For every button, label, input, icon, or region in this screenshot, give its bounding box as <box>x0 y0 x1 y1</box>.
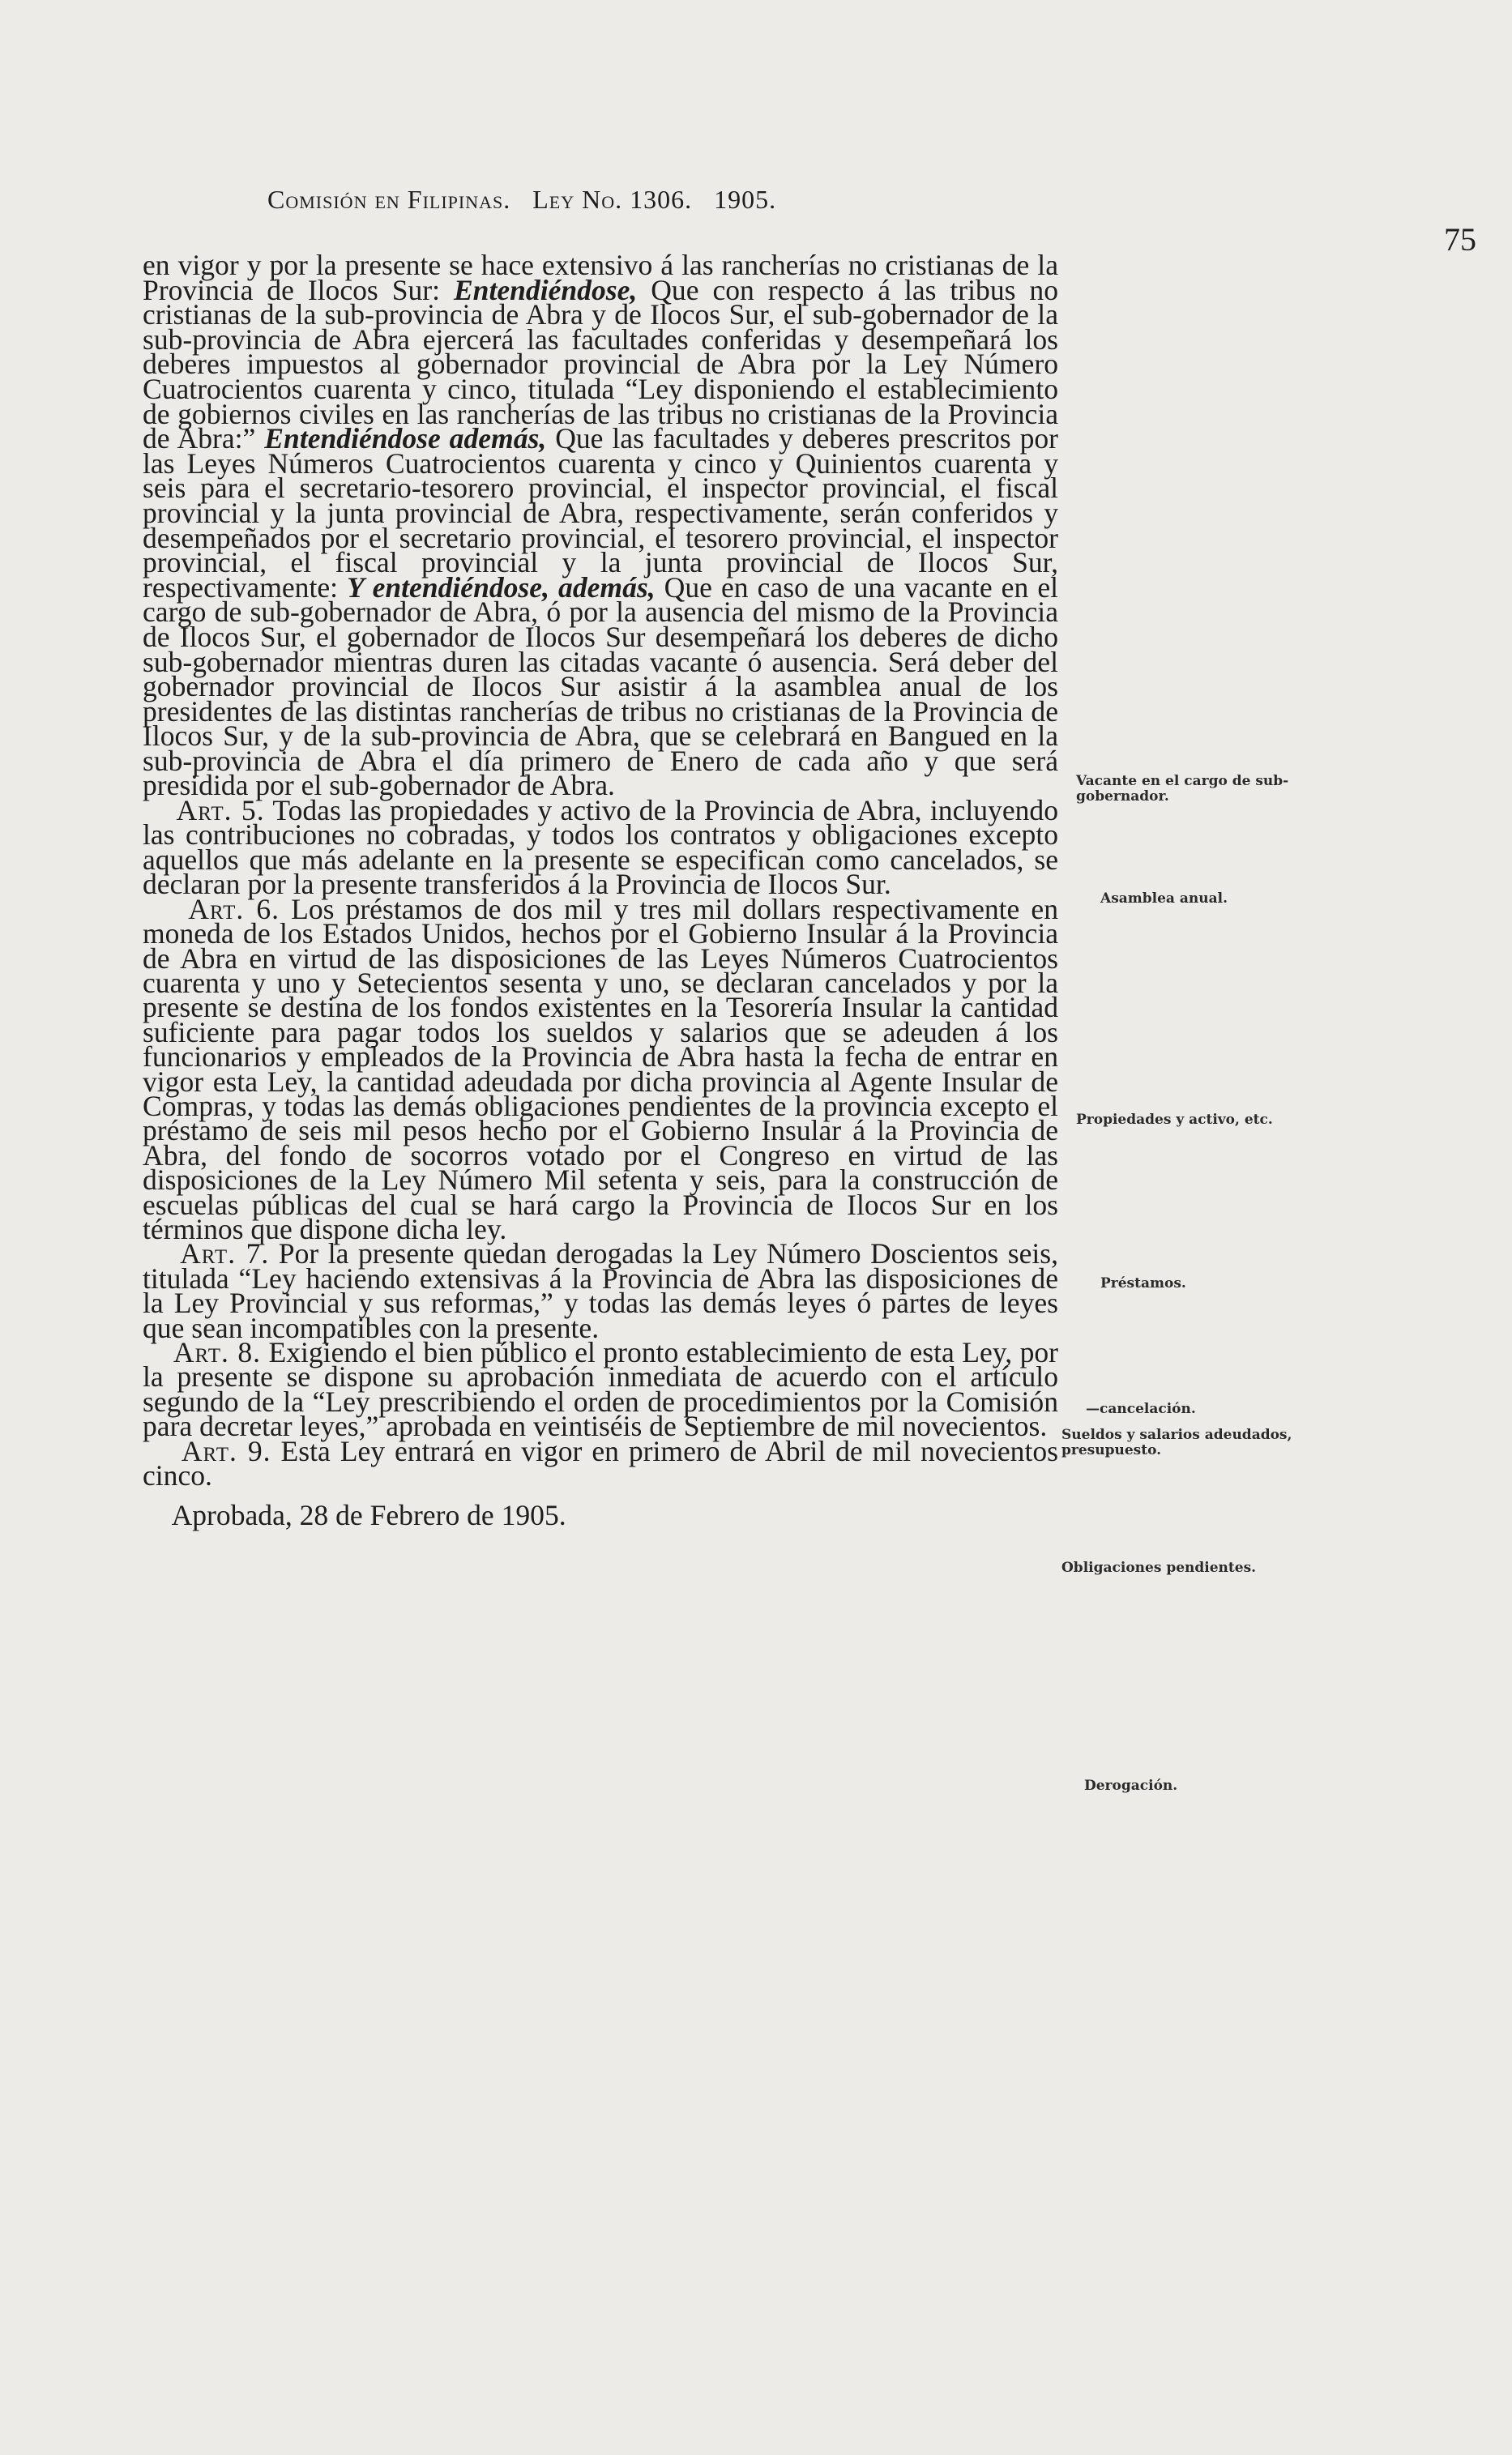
emphasis-text: Y entendiéndose, además, <box>347 570 656 604</box>
article-6 <box>143 892 1058 1245</box>
margin-note-prestamos: Préstamos. <box>1100 1275 1186 1292</box>
text-run: Que las facultades y deberes prescritos por las Leyes Números Cuatrocientos cuarenta y cinco y Quinientos cuarenta y seis para el secretario-tesorero provincial, el inspector provincial, el fiscal provincial y la junta provincial de Abra, respectivamente, serán conferidos y desempeñados por el secretario provincial, el tesorero provincial, el inspector provincial, el fiscal provincial y la junta provincial de Ilocos Sur, respectivamente: <box>143 422 1058 604</box>
header-title: Comisión en Filipinas. <box>267 185 511 214</box>
text-run: en vigor y por la presente se hace extensivo á las rancherías no cristianas de la Provincia de Ilocos Sur: <box>143 249 1058 306</box>
article-5 <box>143 794 1058 901</box>
article-label: Art. 5. <box>176 794 265 827</box>
article-label: Art. 7. <box>180 1237 270 1270</box>
margin-note-cancelacion: —cancelación. <box>1086 1401 1196 1417</box>
paragraph-continuation <box>143 249 1059 802</box>
article-text: Exigiendo el bien público el pronto establecimiento de esta Ley, por la presente se dispone su aprobación inmediata de acuerdo con el artículo segundo de la “Ley prescribiendo el orden de procedimientos por la Comisión para decretar leyes,” aprobada en veintiséis de Septiembre de mil novecientos. <box>143 1336 1059 1443</box>
margin-note-vacante: Vacante en el cargo de sub-gobernador. <box>1076 773 1289 805</box>
margin-note-derogacion: Derogación. <box>1084 1778 1178 1794</box>
article-text: Todas las propiedades y activo de la Provincia de Abra, incluyendo las contribuciones no cobradas, y todos los contratos y obligaciones excepto aquellos que más adelante en la presente se especifican como cancelados, se declaran por la presente transferidos á la Provincia de Ilocos Sur. <box>143 794 1058 901</box>
margin-note-sueldos: Sueldos y salarios adeudados, presupuesto. <box>1061 1427 1292 1458</box>
emphasis-text: Entendiéndose, <box>453 273 638 306</box>
article-label: Art. 9. <box>181 1434 271 1467</box>
article-text: Por la presente quedan derogadas la Ley Número Doscientos seis, titulada “Ley haciendo extensivas á la Provincia de Abra las disposiciones de la Ley Provincial y sus reformas,” y todas las demás leyes ó partes de leyes que sean incompatibles con la presente. <box>143 1237 1058 1344</box>
article-9 <box>143 1434 1058 1492</box>
text-run: Que con respecto á las tribus no cristianas de la sub-provincia de Abra y de Ilocos Sur, el sub-gobernador de la sub-provincia de Abra ejercerá las facultades conferidas y desempeñará los deberes impuestos al gobernador provincial de Abra por la Ley Número Cuatrocientos cuarenta y cinco, titulada “Ley disponiendo el establecimiento de gobiernos civiles en las rancherías de las tribus no cristianas de la Provincia de Abra:” <box>143 273 1058 455</box>
approval-date <box>143 1499 1058 1531</box>
text-run: Que en caso de una vacante en el cargo de sub-gobernador de Abra, ó por la ausencia del mismo de la Provincia de Ilocos Sur, el gobernador de Ilocos Sur desempeñará los deberes de dicho sub-gobernador mientras duren las citadas vacante ó ausencia. Será deber del gobernador provincial de Ilocos Sur asistir á la asamblea anual de los presidentes de las distintas rancherías de tribus no cristianas de la Provincia de Ilocos Sur, y de la sub-provincia de Abra, que se celebrará en Bangued en la sub-provincia de Abra el día primero de Enero de cada año y que será presidida por el sub-gobernador de Abra. <box>143 570 1059 802</box>
article-label: Art. 8. <box>173 1336 262 1368</box>
approval-text: Aprobada, 28 de Febrero de 1905. <box>171 1499 566 1532</box>
header-law: Ley No. 1306. <box>532 185 693 214</box>
emphasis-text: Entendiéndose además, <box>264 422 547 455</box>
header-year: 1905. <box>714 185 777 214</box>
page-number: 75 <box>1444 221 1476 258</box>
article-text: Los préstamos de dos mil y tres mil dollars respectivamente en moneda de los Estados Unidos, hechos por el Gobierno Insular á la Provincia de Abra en virtud de las disposiciones de las Leyes Números Cuatrocientos cuarenta y uno y Setecientos sesenta y uno, se declaran cancelados y por la presente se destina de los fondos existentes en la Tesorería Insular la cantidad suficiente para pagar todos los sueldos y salarios que se adeuden á los funcionarios y empleados de la Provincia de Abra hasta la fecha de entrar en vigor esta Ley, la cantidad adeudada por dicha provincia al Agente Insular de Compras, y todas las demás obligaciones pendientes de la provincia excepto el préstamo de seis mil pesos hecho por el Gobierno Insular á la Provincia de Abra, del fondo de socorros votado por el Congreso en virtud de las disposiciones de la Ley Número Mil setenta y seis, para la construcción de escuelas públicas del cual se hará cargo la Provincia de Ilocos Sur en los términos que dispone dicha ley. <box>143 892 1058 1245</box>
body-text <box>143 249 1059 1561</box>
margin-note-propiedades: Propiedades y activo, etc. <box>1076 1112 1273 1128</box>
running-header <box>267 185 997 215</box>
margin-note-asamblea: Asamblea anual. <box>1100 890 1228 907</box>
article-7 <box>143 1237 1058 1344</box>
article-label: Art. 6. <box>188 892 280 925</box>
article-8 <box>143 1336 1059 1443</box>
margin-note-obligaciones: Obligaciones pendientes. <box>1061 1560 1257 1576</box>
article-text: Esta Ley entrará en vigor en primero de Abril de mil novecientos cinco. <box>143 1434 1058 1492</box>
